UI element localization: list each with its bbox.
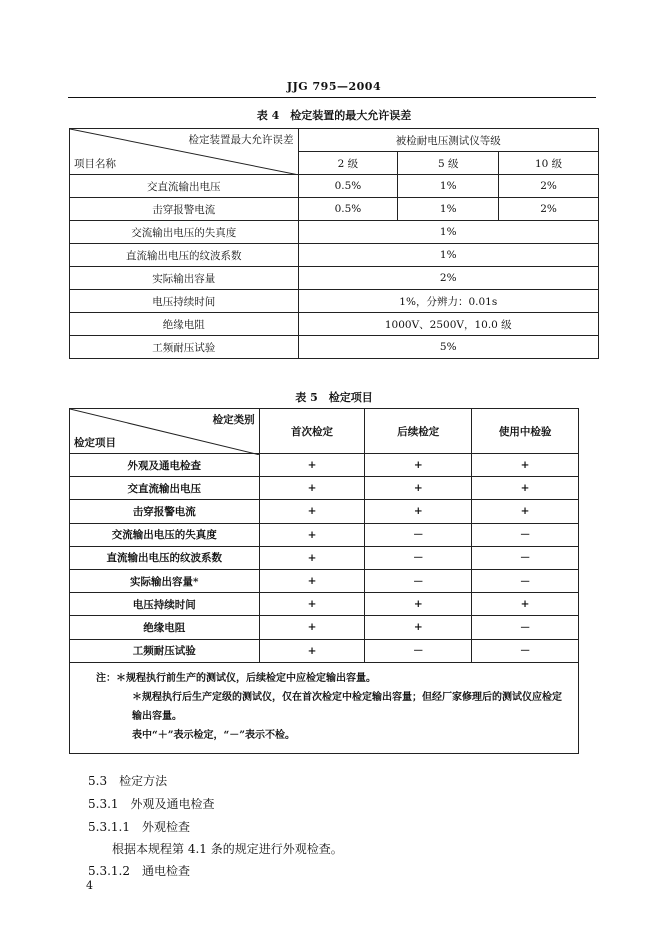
table5-cell: + <box>365 454 472 477</box>
table4-grade-header: 10 级 <box>499 152 599 175</box>
table5-cell: + <box>259 569 365 592</box>
table5-row <box>70 616 579 639</box>
table5-cell: － <box>365 639 472 662</box>
table5-column-header: 后续检定 <box>365 409 472 454</box>
table5-cell: + <box>259 616 365 639</box>
table4-group-header: 被检耐电压测试仪等级 <box>298 129 598 152</box>
table4-corner-cell <box>70 129 299 175</box>
table5-cell: + <box>472 500 579 523</box>
table5-row-name: 直流输出电压的纹波系数 <box>70 546 260 569</box>
body-paragraph: 根据本规程第 4.1 条的规定进行外观检查。 <box>112 842 343 856</box>
table5-cell: － <box>472 616 579 639</box>
table4-row <box>70 221 599 244</box>
table5-row <box>70 477 579 500</box>
table5-row-name: 实际输出容量* <box>70 569 260 592</box>
table4-grade-header: 2 级 <box>298 152 398 175</box>
section-heading: 5.3.1.1 外观检查 <box>88 820 190 834</box>
table5-cell: + <box>365 593 472 616</box>
table5-cell: － <box>472 639 579 662</box>
table4-cell: 0.5% <box>298 175 398 198</box>
table4-cell: 1% <box>398 175 499 198</box>
header-rule <box>68 97 596 98</box>
table4-cell: 1% <box>298 244 598 267</box>
table5-cell: － <box>472 569 579 592</box>
section-heading: 5.3.1.2 通电检查 <box>88 864 190 878</box>
table5-notes <box>70 662 579 753</box>
table5 <box>69 408 579 754</box>
table5-row-name: 交直流输出电压 <box>70 477 260 500</box>
table5-row <box>70 593 579 616</box>
table4-row <box>70 290 599 313</box>
table4-caption: 表 4 检定装置的最大允许误差 <box>256 109 412 122</box>
page-number: 4 <box>86 879 93 892</box>
table5-cell: － <box>472 546 579 569</box>
table5-row <box>70 569 579 592</box>
table4-cell: 2% <box>499 175 599 198</box>
table5-cell: + <box>365 616 472 639</box>
table5-cell: + <box>472 477 579 500</box>
table5-cell: － <box>472 523 579 546</box>
table5-row <box>70 546 579 569</box>
table4 <box>69 128 599 359</box>
table5-row-name: 绝缘电阻 <box>70 616 260 639</box>
table5-cell: + <box>259 500 365 523</box>
table4-row-name: 绝缘电阻 <box>70 313 299 336</box>
table5-cell: － <box>365 569 472 592</box>
table5-cell: + <box>365 477 472 500</box>
table5-cell: + <box>259 546 365 569</box>
table4-row-name: 击穿报警电流 <box>70 198 299 221</box>
table5-cell: + <box>259 454 365 477</box>
table5-column-header: 使用中检验 <box>472 409 579 454</box>
table5-cell: + <box>365 500 472 523</box>
table5-row-name: 工频耐压试验 <box>70 639 260 662</box>
table4-cell: 2% <box>298 267 598 290</box>
table5-row-name: 外观及通电检查 <box>70 454 260 477</box>
table5-cell: － <box>365 523 472 546</box>
table5-column-header: 首次检定 <box>259 409 365 454</box>
table4-row-name: 工频耐压试验 <box>70 336 299 359</box>
table4-row-name: 电压持续时间 <box>70 290 299 313</box>
table5-row-name: 击穿报警电流 <box>70 500 260 523</box>
table4-cell: 1%，分辨力：0.01s <box>298 290 598 313</box>
table5-cell: － <box>365 546 472 569</box>
table4-row <box>70 198 599 221</box>
table5-cell: + <box>259 593 365 616</box>
table5-corner-top: 检定类别 <box>212 414 255 426</box>
table4-cell: 2% <box>499 198 599 221</box>
table5-cell: + <box>259 477 365 500</box>
table4-corner-top: 检定装置最大允许误差 <box>188 134 294 146</box>
table4-row <box>70 175 599 198</box>
table5-row <box>70 523 579 546</box>
section-heading: 5.3.1 外观及通电检查 <box>88 797 215 811</box>
table5-note: 表中“＋”表示检定，“－”表示不检。 <box>132 729 296 741</box>
section-heading: 5.3 检定方法 <box>88 774 168 788</box>
table5-cell: + <box>472 593 579 616</box>
table5-corner-cell <box>70 409 260 454</box>
page-header: JJG 795—2004 <box>286 80 382 93</box>
table5-cell: + <box>259 523 365 546</box>
table4-cell: 0.5% <box>298 198 398 221</box>
table5-cell: + <box>259 639 365 662</box>
table5-cell: + <box>472 454 579 477</box>
table5-row <box>70 454 579 477</box>
table5-row-name: 交流输出电压的失真度 <box>70 523 260 546</box>
table4-row-name: 实际输出容量 <box>70 267 299 290</box>
table4-cell: 5% <box>298 336 598 359</box>
table4-row <box>70 313 599 336</box>
table5-note: ＊规程执行后生产定级的测试仪，仅在首次检定中检定输出容量；但经厂家修理后的测试仪应检定输出容量。 <box>132 691 562 722</box>
table4-grade-header: 5 级 <box>398 152 499 175</box>
table4-row-name: 交流输出电压的失真度 <box>70 221 299 244</box>
table5-row-name: 电压持续时间 <box>70 593 260 616</box>
table4-cell: 1% <box>398 198 499 221</box>
table4-cell: 1% <box>298 221 598 244</box>
table4-row <box>70 267 599 290</box>
table5-caption: 表 5 检定项目 <box>295 391 373 404</box>
table5-corner-bottom: 检定项目 <box>74 437 116 449</box>
table5-note: 注：＊规程执行前生产的测试仪，后续检定中应检定输出容量。 <box>96 672 376 684</box>
table5-row <box>70 639 579 662</box>
table4-row-name: 直流输出电压的纹波系数 <box>70 244 299 267</box>
table4-row-name: 交直流输出电压 <box>70 175 299 198</box>
table4-corner-bottom: 项目名称 <box>74 158 116 170</box>
table5-row <box>70 500 579 523</box>
table4-row <box>70 244 599 267</box>
table4-row <box>70 336 599 359</box>
table4-cell: 1000V、2500V，10.0 级 <box>298 313 598 336</box>
